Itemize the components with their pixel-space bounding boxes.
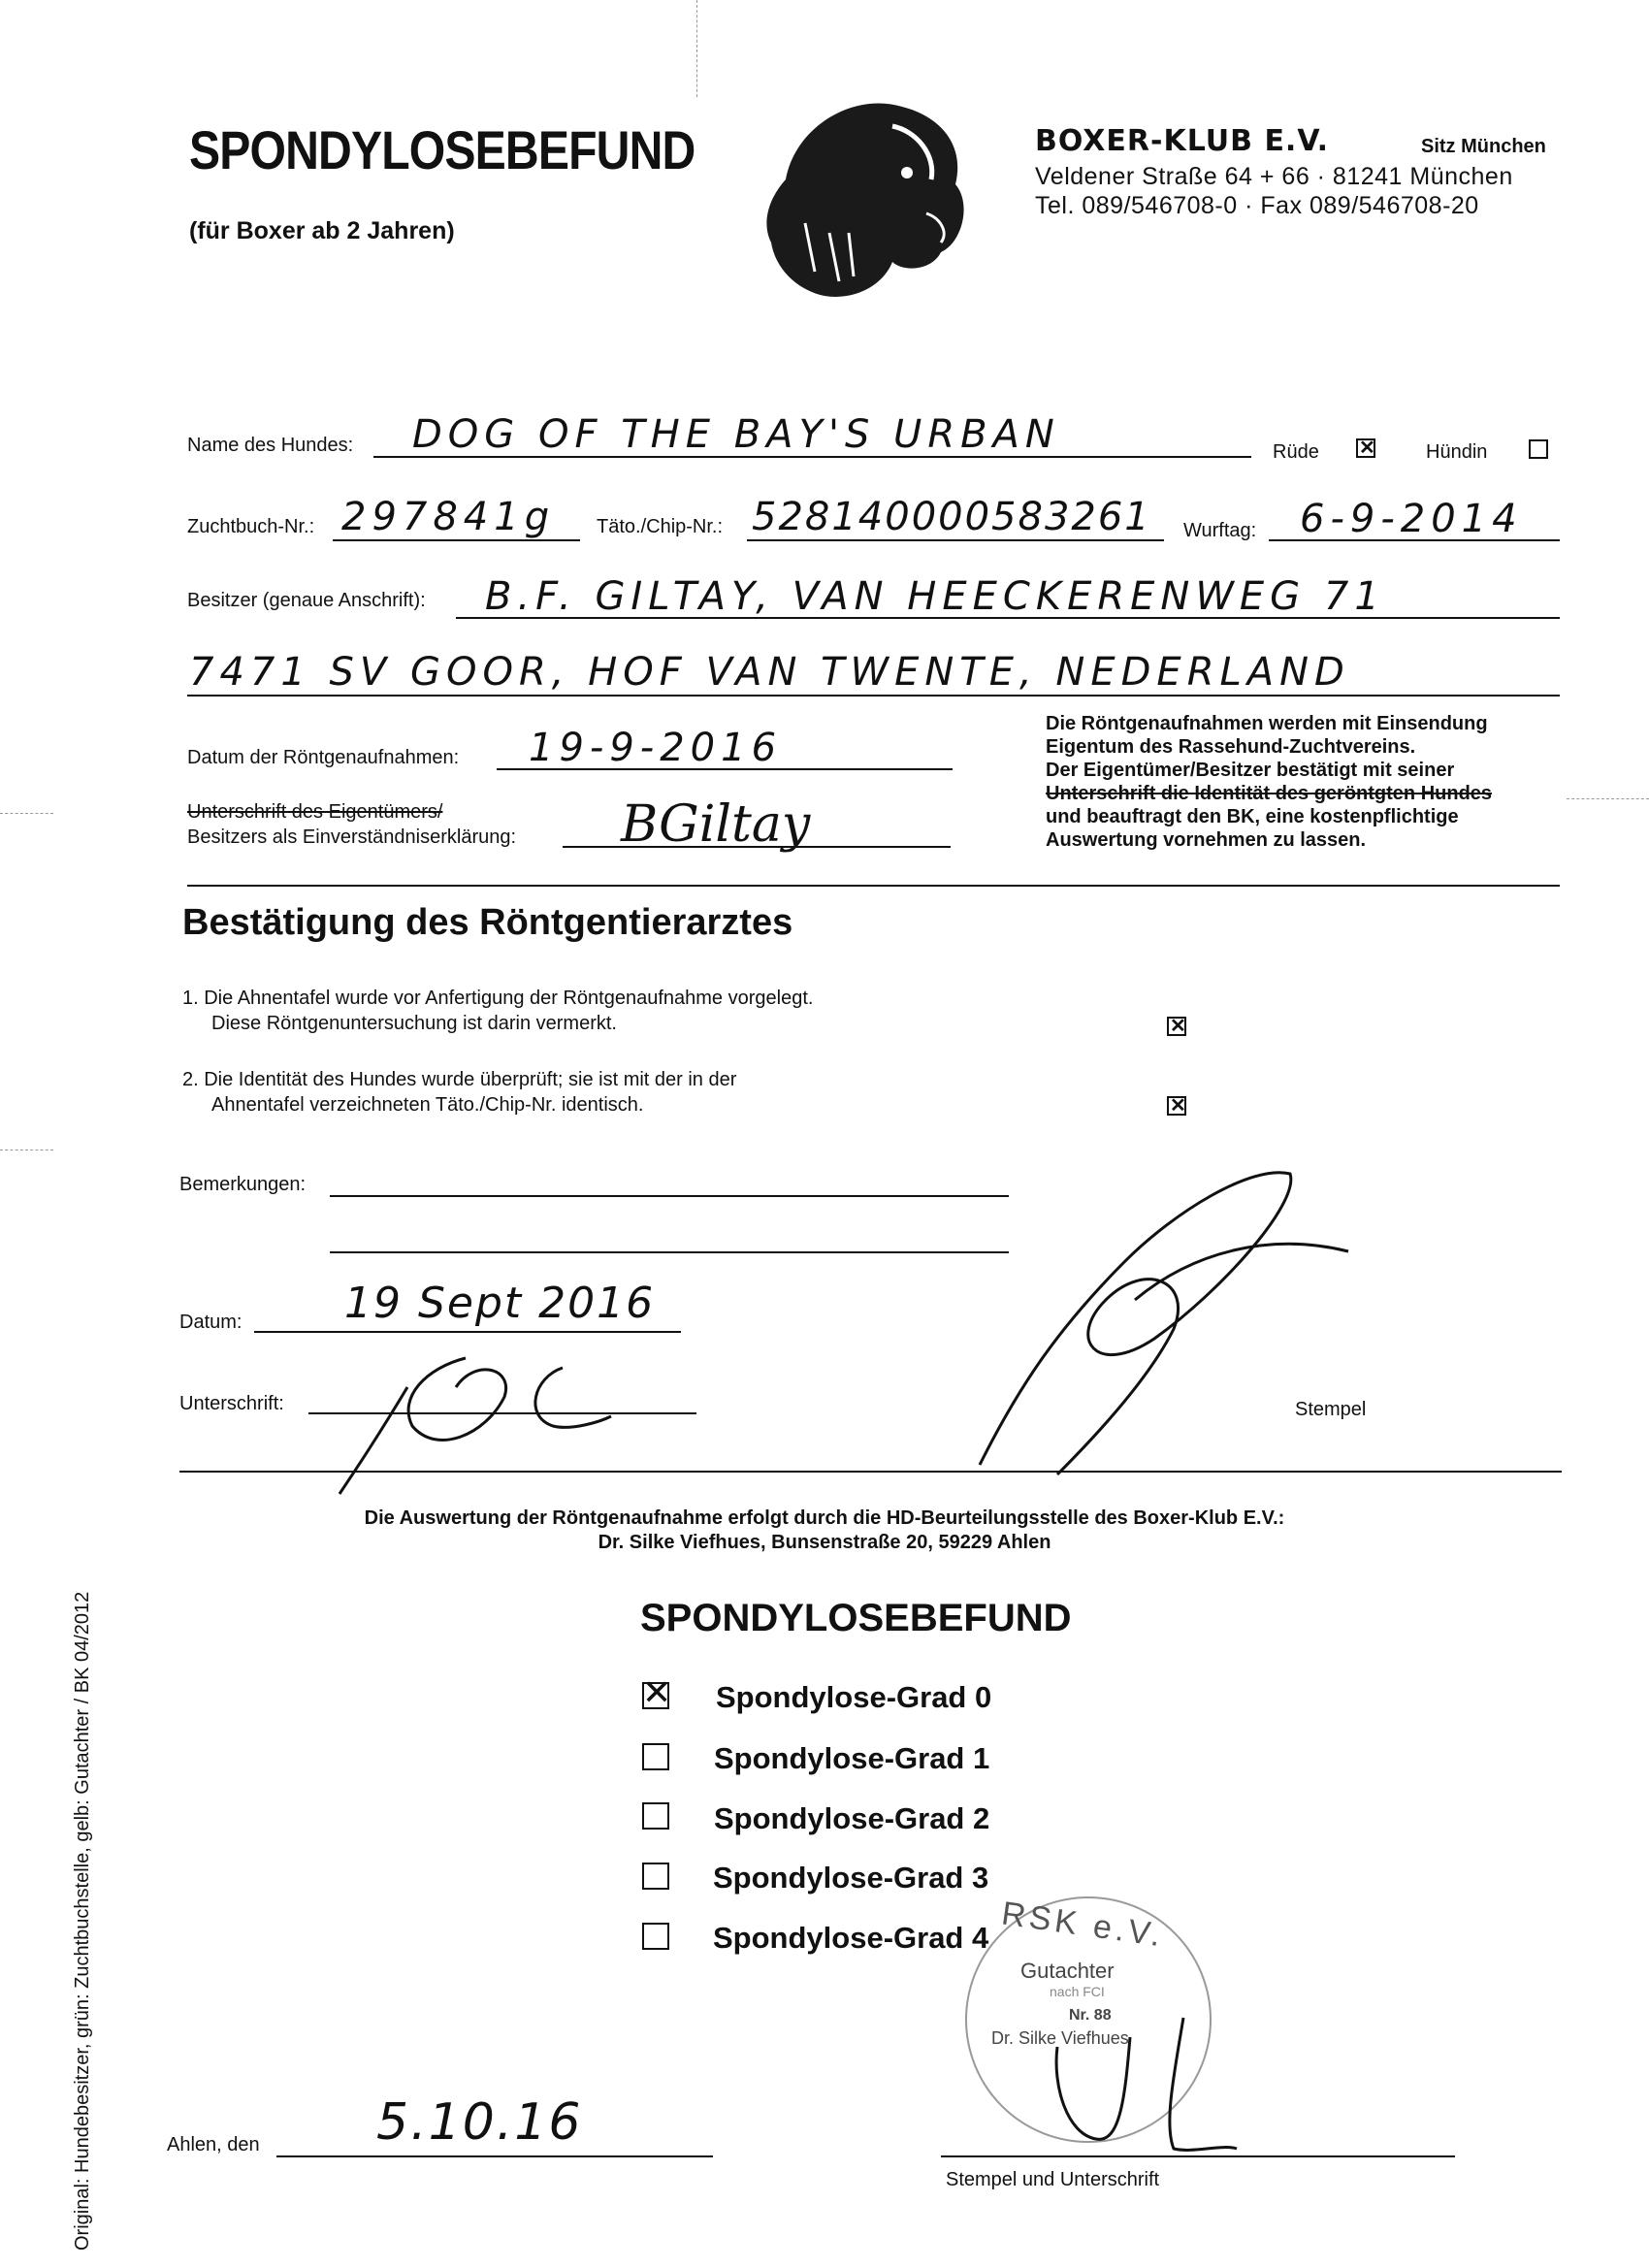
scan-mark-left-1	[0, 813, 53, 814]
section-divider-2	[179, 1471, 1562, 1473]
studbook-underline	[333, 539, 580, 541]
litter-label: Wurftag:	[1183, 520, 1257, 541]
vet-date-label: Datum:	[179, 1312, 242, 1333]
place-date-underline	[276, 2155, 713, 2157]
official-stamp: RSK e.V. Gutachter nach FCI Nr. 88 Dr. Silke Viefhues	[965, 1896, 1212, 2143]
result-heading: SPONDYLOSEBEFUND	[640, 1597, 1072, 1639]
club-name: BOXER-KLUB E.V.	[1035, 124, 1330, 158]
grade-2-label: Spondylose-Grad 2	[714, 1801, 990, 1835]
form-title: SPONDYLOSEBEFUND	[189, 119, 695, 180]
remarks-label: Bemerkungen:	[179, 1174, 307, 1195]
scan-mark-right-1	[1567, 798, 1649, 799]
vet-item-2-checkbox[interactable]	[1167, 1096, 1186, 1116]
club-sitz: Sitz München	[1421, 136, 1546, 157]
dog-name-label: Name des Hundes:	[187, 435, 354, 456]
vet-item-1-checkbox[interactable]	[1167, 1017, 1186, 1036]
evaluator-signature	[1028, 1979, 1251, 2163]
stamp-signature-label: Stempel und Unterschrift	[946, 2169, 1160, 2190]
vet-item-2: 2. Die Identität des Hundes wurde überprüft; sie ist mit der in der Ahnentafel verzeichneten Täto./Chip-Nr. identisch.	[182, 1069, 737, 1116]
xray-date-value: 19-9-2016	[529, 726, 783, 770]
grade-0-label: Spondylose-Grad 0	[716, 1680, 992, 1714]
scan-mark-top	[696, 0, 697, 97]
copy-distribution-note: Original: Hundebesitzer, grün: Zuchtbuchstelle, gelb: Gutachter / BK 04/2012	[72, 1591, 93, 2251]
stamp-signature-underline	[941, 2155, 1455, 2157]
vet-date-value: 19 Sept 2016	[344, 1279, 656, 1328]
stamp-label: Stempel	[1295, 1399, 1367, 1420]
grade-4-label: Spondylose-Grad 4	[713, 1921, 989, 1955]
owner-label: Besitzer (genaue Anschrift):	[187, 590, 426, 611]
owner-line-1: B.F. GILTAY, VAN HEECKERENWEG 71	[485, 574, 1385, 619]
vet-heading: Bestätigung des Röntgentierarztes	[182, 902, 793, 943]
grade-1-label: Spondylose-Grad 1	[714, 1741, 990, 1775]
vet-signature-label: Unterschrift:	[179, 1393, 284, 1414]
ownership-notice: Die Röntgenaufnahmen werden mit Einsendung Eigentum des Rassehund-Zuchtvereins. Der Eigentümer/Besitzer bestätigt mit seiner Unterschrift die Identität des geröntgten Hundes und beauftragt den BK, eine kostenpflichtige Auswertung vornehmen zu lassen.	[1046, 713, 1493, 851]
male-label: Rüde	[1273, 441, 1319, 463]
owner-signature: BGiltay	[621, 795, 811, 854]
studbook-label: Zuchtbuch-Nr.:	[187, 516, 315, 537]
chip-value: 528140000583261	[752, 495, 1151, 539]
owner-underline-2	[187, 695, 1560, 697]
studbook-value: 297841g	[341, 495, 556, 539]
litter-value: 6-9-2014	[1300, 497, 1523, 541]
grade-1-checkbox[interactable]	[642, 1743, 669, 1770]
place-date-value: 5.10.16	[376, 2093, 583, 2152]
chip-label: Täto./Chip-Nr.:	[597, 516, 724, 537]
xray-date-label: Datum der Röntgenaufnahmen:	[187, 747, 460, 768]
section-divider-1	[187, 885, 1560, 887]
place-label: Ahlen, den	[167, 2134, 260, 2155]
chip-underline	[747, 539, 1164, 541]
grade-3-label: Spondylose-Grad 3	[713, 1861, 989, 1895]
male-checkbox[interactable]	[1356, 438, 1375, 458]
club-address: Veldener Straße 64 + 66 · 81241 München	[1035, 163, 1513, 190]
owner-signature-label-1: Unterschrift des Eigentümers/	[187, 801, 443, 823]
owner-line-2: 7471 SV GOOR, HOF VAN TWENTE, NEDERLAND	[189, 650, 1350, 695]
form-subtitle: (für Boxer ab 2 Jahren)	[189, 217, 455, 244]
vet-signature-scribble	[320, 1145, 1465, 1513]
female-label: Hündin	[1426, 441, 1488, 463]
female-checkbox[interactable]	[1529, 439, 1548, 459]
owner-signature-label-2: Besitzers als Einverständniserklärung:	[187, 826, 517, 848]
vet-item-1: 1. Die Ahnentafel wurde vor Anfertigung der Röntgenaufnahme vorgelegt. Diese Röntgenuntersuchung ist darin vermerkt.	[182, 988, 814, 1034]
grade-3-checkbox[interactable]	[642, 1863, 669, 1890]
dog-name-value: DOG OF THE BAY'S URBAN	[412, 412, 1060, 457]
boxer-dog-logo	[747, 87, 980, 310]
evaluation-note: Die Auswertung der Röntgenaufnahme erfolgt durch die HD-Beurteilungsstelle des Boxer-Klub E.V.: Dr. Silke Viefhues, Bunsenstraße 20, 59229 Ahlen	[364, 1507, 1285, 1553]
grade-4-checkbox[interactable]	[642, 1923, 669, 1950]
club-contact: Tel. 089/546708-0 · Fax 089/546708-20	[1035, 192, 1479, 219]
grade-0-checkbox[interactable]	[642, 1682, 669, 1709]
grade-2-checkbox[interactable]	[642, 1802, 669, 1830]
